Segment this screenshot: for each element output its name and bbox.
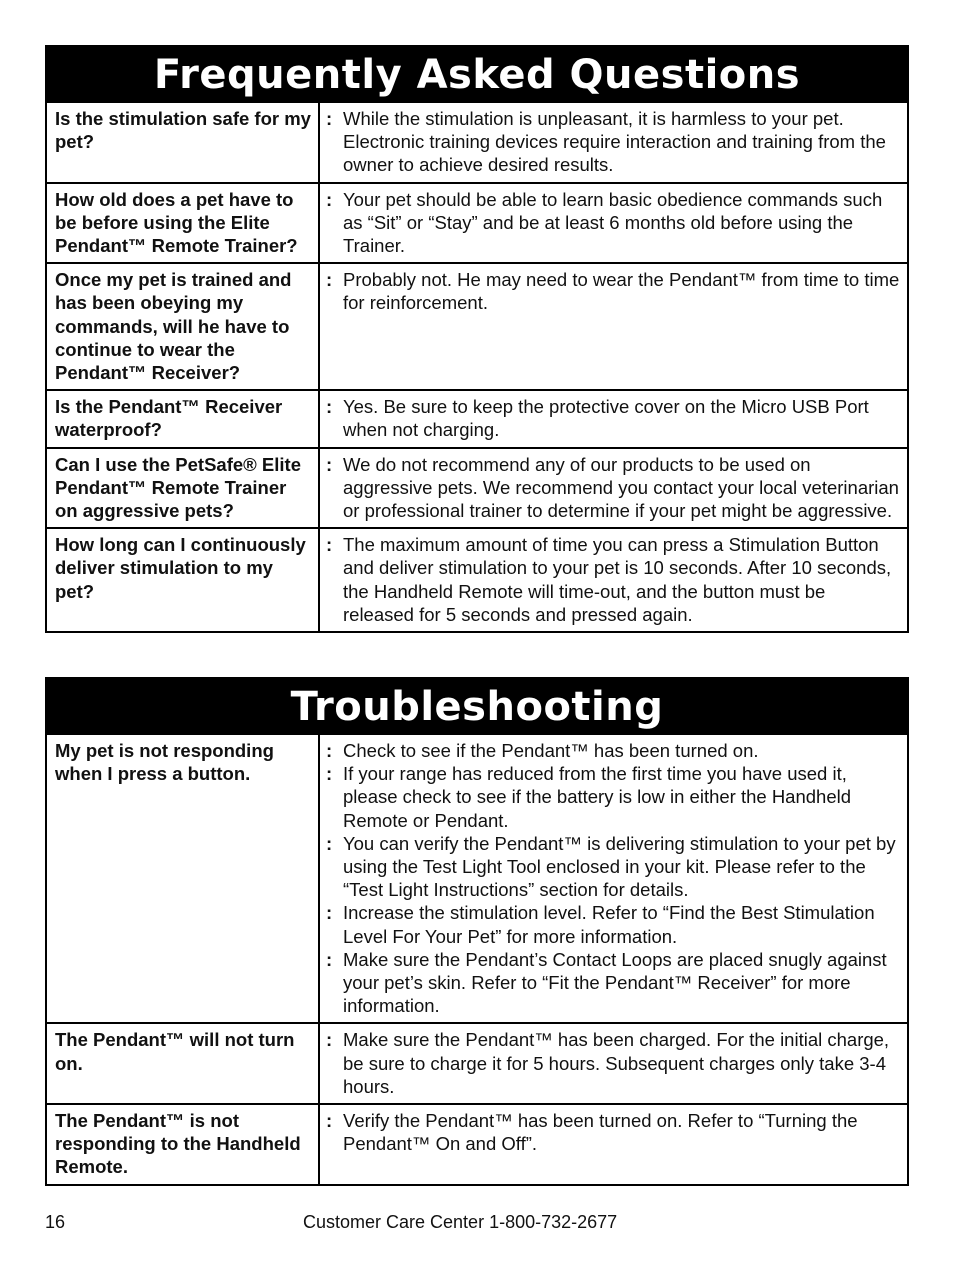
colon-bullet-icon: :	[326, 948, 333, 970]
table-row	[47, 1103, 907, 1184]
answer-text: The maximum amount of time you can press a Stimulation Button and deliver stimulation to your pet is 10 seconds. After 10 seconds, the Handheld Remote will time-out, and the button must be released for 5 seconds and pressed again.	[343, 534, 892, 625]
table-row	[47, 182, 907, 263]
table-row	[47, 735, 907, 1022]
answer-item	[326, 901, 901, 947]
troubleshooting-table	[47, 735, 907, 1184]
colon-bullet-icon: :	[326, 534, 333, 556]
troubleshooting-title: Troubleshooting	[47, 679, 907, 735]
table-row	[47, 103, 907, 182]
answer-item	[326, 107, 901, 177]
table-row	[47, 262, 907, 389]
question-text: Once my pet is trained and has been obeying my commands, will he have to continue to wear the Pendant™ Receiver?	[47, 264, 320, 389]
question-text: Is the stimulation safe for my pet?	[47, 103, 320, 182]
answer-text: Increase the stimulation level. Refer to “Find the Best Stimulation Level For Your Pet” for more information.	[343, 902, 875, 947]
answer-text: You can verify the Pendant™ is delivering stimulation to your pet by using the Test Light Tool enclosed in your kit. Please refer to the “Test Light Instructions” section for details.	[343, 832, 896, 901]
table-row	[47, 527, 907, 631]
answer-cell	[320, 1105, 907, 1184]
answer-item	[326, 1109, 901, 1155]
colon-bullet-icon: :	[326, 1110, 333, 1132]
faq-section	[45, 45, 909, 633]
answer-cell	[320, 184, 907, 263]
question-text: The Pendant™ is not responding to the Handheld Remote.	[47, 1105, 320, 1184]
answer-item	[326, 268, 901, 314]
colon-bullet-icon: :	[326, 108, 333, 129]
colon-bullet-icon: :	[326, 902, 333, 924]
answer-text: If your range has reduced from the first time you have used it, please check to see if the battery is low in either the Handheld Remote or Pendant.	[343, 763, 852, 831]
table-row	[47, 447, 907, 528]
answer-item	[326, 739, 901, 762]
answer-item	[326, 1028, 901, 1098]
page-number: 16	[45, 1212, 66, 1232]
faq-title: Frequently Asked Questions	[47, 47, 907, 103]
answer-cell	[320, 103, 907, 182]
colon-bullet-icon: :	[326, 740, 333, 761]
answer-item	[326, 762, 901, 832]
answer-cell	[320, 391, 907, 446]
answer-cell	[320, 529, 907, 631]
customer-care-contact: Customer Care Center 1-800-732-2677	[303, 1212, 618, 1232]
troubleshooting-section	[45, 677, 909, 1186]
answer-text: Yes. Be sure to keep the protective cover on the Micro USB Port when not charging.	[343, 396, 869, 441]
colon-bullet-icon: :	[326, 832, 333, 854]
question-text: How long can I continuously deliver stimulation to my pet?	[47, 529, 320, 631]
answer-item	[326, 948, 901, 1018]
question-text: The Pendant™ will not turn on.	[47, 1024, 320, 1103]
question-text: Is the Pendant™ Receiver waterproof?	[47, 391, 320, 446]
colon-bullet-icon: :	[326, 1029, 333, 1051]
answer-cell	[320, 1024, 907, 1103]
answer-text: Your pet should be able to learn basic obedience commands such as “Sit” or “Stay” and be at least 6 months old before using the Trainer.	[343, 188, 883, 257]
colon-bullet-icon: :	[326, 396, 333, 418]
question-text: How old does a pet have to be before using the Elite Pendant™ Remote Trainer?	[47, 184, 320, 263]
answer-item	[326, 832, 901, 902]
answer-text: Make sure the Pendant’s Contact Loops are placed snugly against your pet’s skin. Refer to “Fit the Pendant™ Receiver” for more information.	[343, 948, 887, 1017]
answer-text: Probably not. He may need to wear the Pendant™ from time to time for reinforcement.	[343, 269, 900, 314]
answer-cell	[320, 264, 907, 389]
question-text: My pet is not responding when I press a button.	[47, 735, 320, 1022]
table-row	[47, 389, 907, 446]
answer-item	[326, 188, 901, 258]
colon-bullet-icon: :	[326, 453, 333, 475]
answer-item	[326, 453, 901, 523]
colon-bullet-icon: :	[326, 763, 333, 785]
answer-text: Check to see if the Pendant™ has been turned on.	[343, 740, 759, 761]
faq-table	[47, 103, 907, 631]
colon-bullet-icon: :	[326, 269, 333, 291]
colon-bullet-icon: :	[326, 188, 333, 210]
answer-cell	[320, 449, 907, 528]
answer-text: Make sure the Pendant™ has been charged. For the initial charge, be sure to charge it for 5 hours. Subsequent charges only take 3-4 hours.	[343, 1029, 890, 1097]
answer-cell	[320, 735, 907, 1022]
answer-item	[326, 533, 901, 626]
answer-text: We do not recommend any of our products to be used on aggressive pets. We recommend you contact your local veterinarian or professional trainer to determine if your pet might be aggressive.	[343, 453, 899, 522]
answer-text: While the stimulation is unpleasant, it is harmless to your pet. Electronic training devices require interaction and training from the owner to achieve desired results.	[343, 108, 886, 176]
answer-item	[326, 395, 901, 441]
answer-text: Verify the Pendant™ has been turned on. Refer to “Turning the Pendant™ On and Off”.	[343, 1110, 858, 1155]
table-row	[47, 1022, 907, 1103]
question-text: Can I use the PetSafe® Elite Pendant™ Remote Trainer on aggressive pets?	[47, 449, 320, 528]
